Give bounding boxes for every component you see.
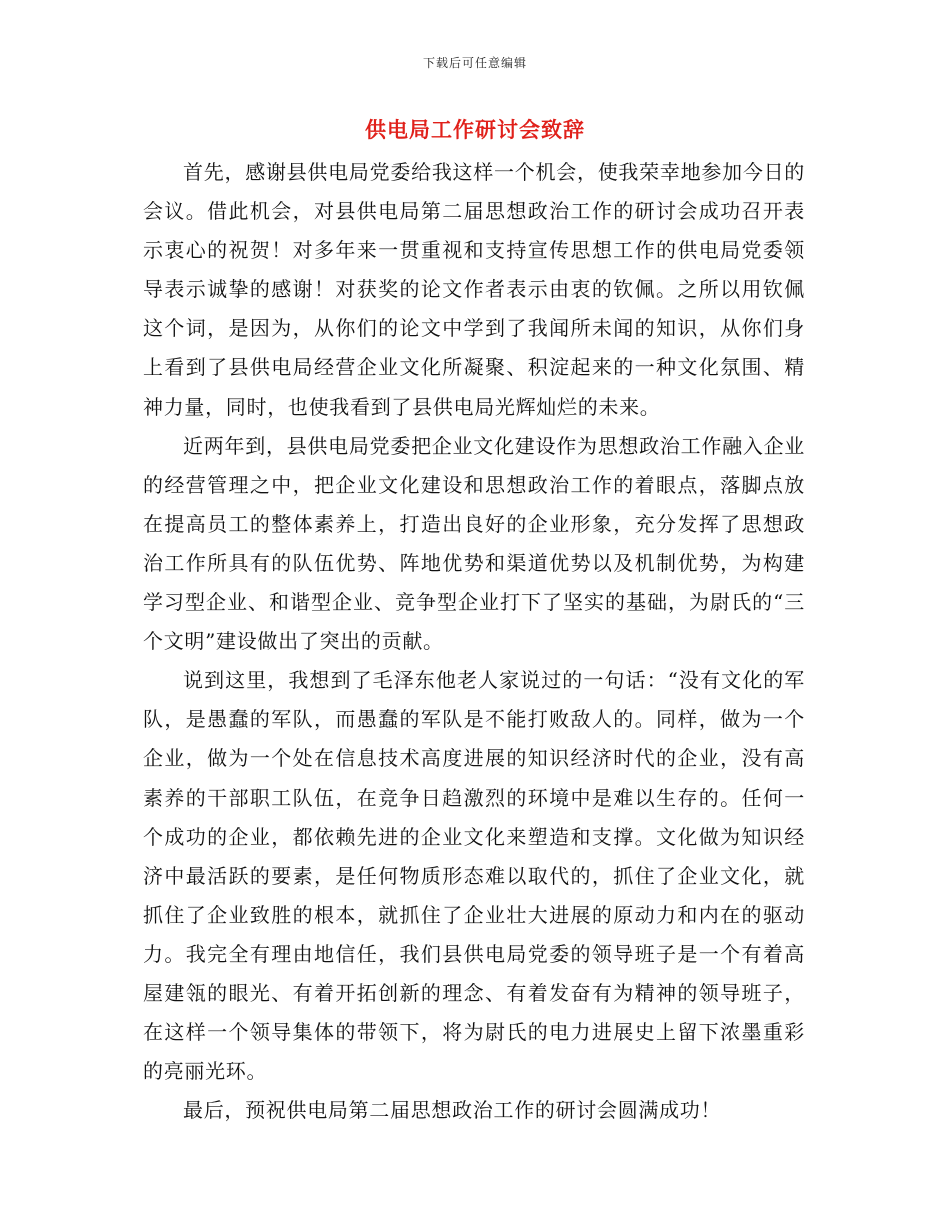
paragraph-1: 首先，感谢县供电局党委给我这样一个机会，使我荣幸地参加今日的会议。借此机会，对县供电局第二届思想政治工作的研讨会成功召开表示衷心的祝贺！对多年来一贯重视和支持宣传思想工作的供电局党委领导表示诚挚的感谢！对获奖的论文作者表示由衷的钦佩。之所以用钦佩这个词，是因为，从你们的论文中学到了我闻所未闻的知识，从你们身上看到了县供电局经营企业文化所凝聚、积淀起来的一种文化氛围、精神力量，同时，也使我看到了县供电局光辉灿烂的未来。 [143, 160, 805, 419]
document-title: 供电局工作研讨会致辞 [365, 117, 585, 142]
paragraph-2: 近两年到，县供电局党委把企业文化建设作为思想政治工作融入企业的经营管理之中，把企业文化建设和思想政治工作的着眼点，落脚点放在提高员工的整体素养上，打造出良好的企业形象，充分发挥了思想政治工作所具有的队伍优势、阵地优势和渠道优势以及机制优势，为构建学习型企业、和谐型企业、竞争型企业打下了坚实的基础，为尉氏的“三个文明”建设做出了突出的贡献。 [143, 433, 805, 654]
paragraph-4: 最后，预祝供电局第二届思想政治工作的研讨会圆满成功！ [183, 1098, 722, 1123]
paragraph-3: 说到这里，我想到了毛泽东他老人家说过的一句话：“没有文化的军队，是愚蠢的军队，而愚蠢的军队是不能打败敌人的。同样，做为一个企业，做为一个处在信息技术高度进展的知识经济时代的企业，没有高素养的干部职工队伍，在竞争日趋激烈的环境中是难以生存的。任何一个成功的企业，都依赖先进的企业文化来塑造和支撑。文化做为知识经济中最活跃的要素，是任何物质形态难以取代的，抓住了企业文化，就抓住了企业致胜的根本，就抓住了企业壮大进展的原动力和内在的驱动力。我完全有理由地信任，我们县供电局党委的领导班子是一个有着高屋建瓴的眼光、有着开拓创新的理念、有着发奋有为精神的领导班子，在这样一个领导集体的带领下，将为尉氏的电力进展史上留下浓墨重彩的亮丽光环。 [143, 668, 805, 1084]
header-note: 下载后可任意编辑 [422, 56, 527, 70]
document-body [143, 153, 805, 1130]
